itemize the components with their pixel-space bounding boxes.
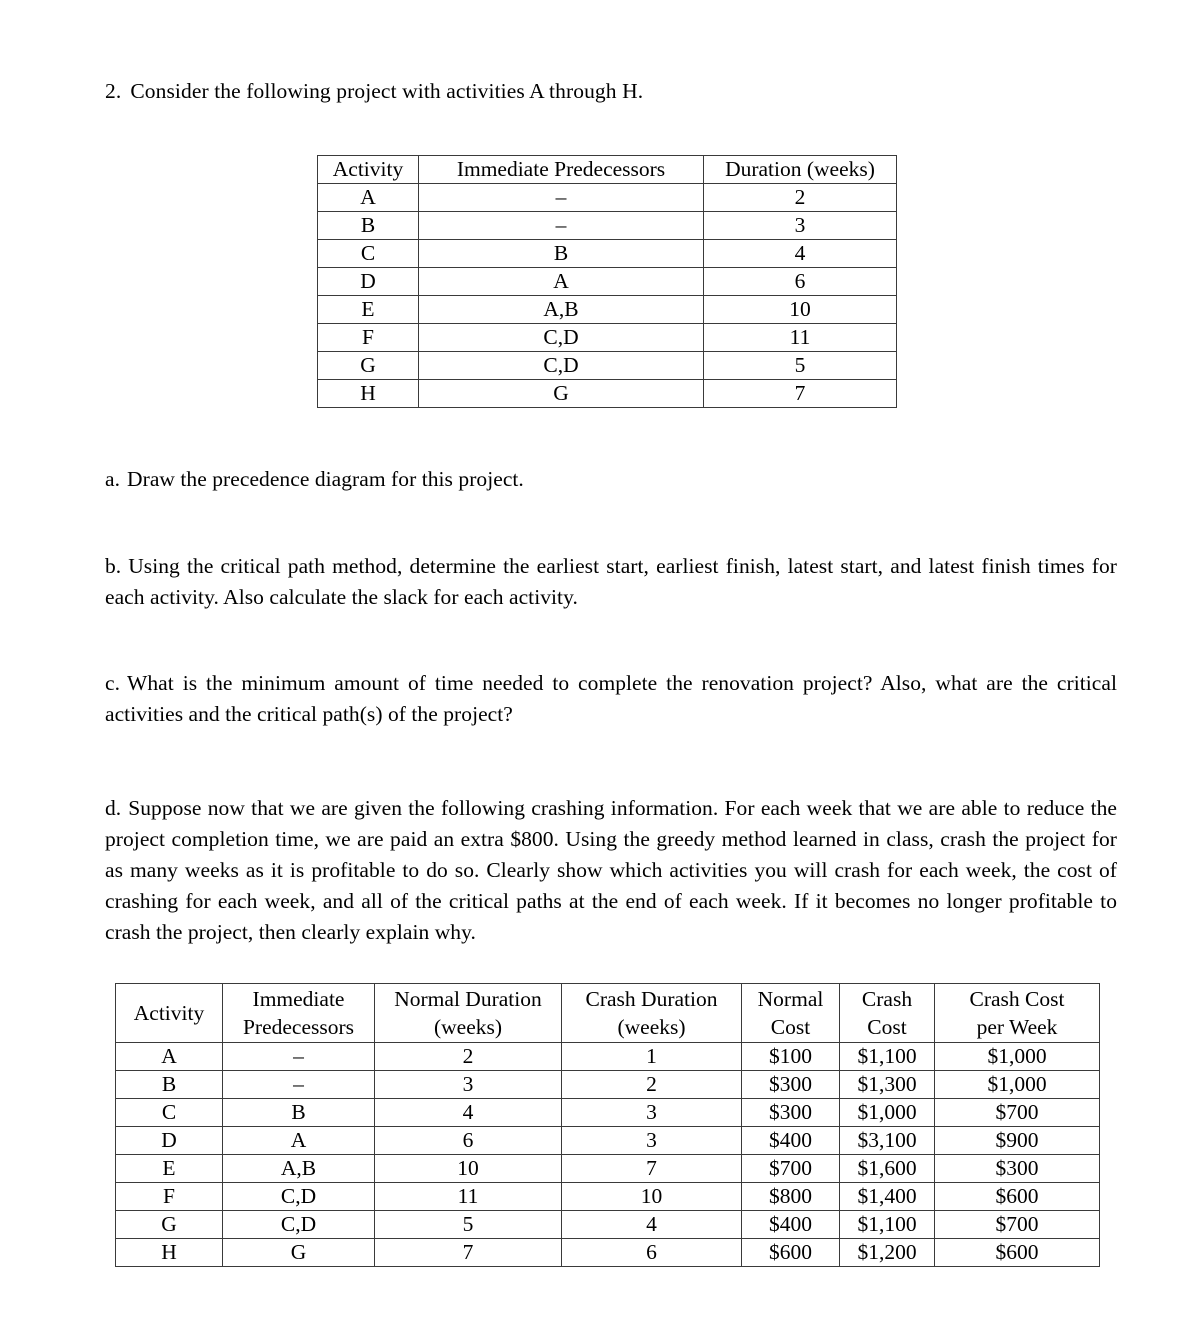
cell-crash-cost: $1,400 bbox=[840, 1183, 935, 1211]
cell-normal-duration: 10 bbox=[375, 1155, 562, 1183]
cell-normal-cost: $400 bbox=[742, 1127, 840, 1155]
cell-predecessors: C,D bbox=[223, 1211, 375, 1239]
cell-normal-cost: $800 bbox=[742, 1183, 840, 1211]
part-c-label: c. bbox=[105, 671, 121, 695]
part-a-text: Draw the precedence diagram for this project. bbox=[127, 467, 524, 491]
cell-activity: B bbox=[318, 212, 419, 240]
part-c-paragraph bbox=[105, 668, 1117, 730]
table-row bbox=[116, 1127, 1100, 1155]
cell-activity: C bbox=[116, 1099, 223, 1127]
problem-number: 2. bbox=[105, 79, 122, 103]
column-header-normal-duration bbox=[375, 984, 562, 1043]
cell-crash-cost-per-week: $700 bbox=[935, 1099, 1100, 1127]
part-c-text: What is the minimum amount of time needed to complete the renovation project? Also, what are the critical activities and the critical path(s) of the project? bbox=[105, 671, 1117, 726]
activity-duration-table bbox=[317, 155, 897, 408]
part-b-label: b. bbox=[105, 554, 122, 578]
column-header-normal-cost bbox=[742, 984, 840, 1043]
cell-duration: 11 bbox=[704, 324, 897, 352]
cell-crash-duration: 3 bbox=[562, 1099, 742, 1127]
cell-duration: 4 bbox=[704, 240, 897, 268]
column-header-immediate-predecessors bbox=[223, 984, 375, 1043]
column-header-crash-cost-per-week bbox=[935, 984, 1100, 1043]
cell-duration: 7 bbox=[704, 380, 897, 408]
cell-predecessors: A,B bbox=[419, 296, 704, 324]
part-d-text: Suppose now that we are given the following crashing information. For each week that we are able to reduce the project completion time, we are paid an extra $800. Using the greedy method learned in class, crash the project for as many weeks as it is profitable to do so. Clearly show which activities you will crash for each week, the cost of crashing for each week, and all of the critical paths at the end of each week. If it becomes no longer profitable to crash the project, then clearly explain why. bbox=[105, 796, 1117, 944]
table-row bbox=[318, 212, 897, 240]
table-row bbox=[318, 352, 897, 380]
cell-normal-duration: 11 bbox=[375, 1183, 562, 1211]
cell-activity: B bbox=[116, 1071, 223, 1099]
cell-predecessors: G bbox=[223, 1239, 375, 1267]
cell-duration: 2 bbox=[704, 184, 897, 212]
cell-activity: F bbox=[318, 324, 419, 352]
cell-predecessors: C,D bbox=[419, 352, 704, 380]
cell-crash-cost-per-week: $600 bbox=[935, 1239, 1100, 1267]
cell-crash-duration: 7 bbox=[562, 1155, 742, 1183]
table-two-body bbox=[116, 1043, 1100, 1267]
table-row bbox=[116, 1155, 1100, 1183]
cell-duration: 5 bbox=[704, 352, 897, 380]
cell-normal-cost: $100 bbox=[742, 1043, 840, 1071]
part-d-label: d. bbox=[105, 796, 122, 820]
column-header-crash-cost bbox=[840, 984, 935, 1043]
cell-crash-cost-per-week: $600 bbox=[935, 1183, 1100, 1211]
cell-activity: D bbox=[116, 1127, 223, 1155]
column-header-immediate-predecessors: Immediate Predecessors bbox=[419, 156, 704, 184]
table-row bbox=[116, 1183, 1100, 1211]
header-line-2: Cost bbox=[867, 1015, 907, 1039]
table-one-body bbox=[318, 184, 897, 408]
cell-predecessors: – bbox=[223, 1071, 375, 1099]
cell-activity: A bbox=[116, 1043, 223, 1071]
cell-activity: E bbox=[116, 1155, 223, 1183]
cell-predecessors: C,D bbox=[223, 1183, 375, 1211]
header-line-1: Normal Duration bbox=[394, 987, 542, 1011]
part-d-paragraph bbox=[105, 793, 1117, 948]
table-row bbox=[318, 296, 897, 324]
table-row bbox=[116, 1239, 1100, 1267]
cell-crash-cost-per-week: $700 bbox=[935, 1211, 1100, 1239]
column-header-activity: Activity bbox=[318, 156, 419, 184]
cell-crash-duration: 10 bbox=[562, 1183, 742, 1211]
cell-normal-duration: 2 bbox=[375, 1043, 562, 1071]
cell-crash-duration: 3 bbox=[562, 1127, 742, 1155]
part-b-text: Using the critical path method, determine the earliest start, earliest finish, latest start, and latest finish times for each activity. Also calculate the slack for each activity. bbox=[105, 554, 1117, 609]
cell-predecessors: – bbox=[419, 212, 704, 240]
cell-activity: C bbox=[318, 240, 419, 268]
cell-normal-cost: $300 bbox=[742, 1071, 840, 1099]
header-line-2: per Week bbox=[976, 1015, 1058, 1039]
table-row bbox=[116, 1043, 1100, 1071]
cell-crash-duration: 2 bbox=[562, 1071, 742, 1099]
table-row bbox=[116, 1211, 1100, 1239]
cell-predecessors: – bbox=[223, 1043, 375, 1071]
table-header-row bbox=[318, 156, 897, 184]
cell-crash-cost: $1,100 bbox=[840, 1211, 935, 1239]
cell-normal-cost: $300 bbox=[742, 1099, 840, 1127]
cell-activity: D bbox=[318, 268, 419, 296]
table-row bbox=[318, 184, 897, 212]
cell-normal-duration: 6 bbox=[375, 1127, 562, 1155]
header-line-2: (weeks) bbox=[433, 1015, 503, 1039]
cell-normal-cost: $600 bbox=[742, 1239, 840, 1267]
cell-crash-duration: 1 bbox=[562, 1043, 742, 1071]
column-header-crash-duration bbox=[562, 984, 742, 1043]
cell-activity: H bbox=[116, 1239, 223, 1267]
cell-normal-duration: 3 bbox=[375, 1071, 562, 1099]
cell-crash-cost: $1,300 bbox=[840, 1071, 935, 1099]
problem-statement: Consider the following project with activities A through H. bbox=[130, 79, 644, 103]
part-a-label: a. bbox=[105, 467, 121, 491]
cell-crash-duration: 6 bbox=[562, 1239, 742, 1267]
table-row bbox=[116, 1099, 1100, 1127]
cell-activity: F bbox=[116, 1183, 223, 1211]
header-line-1: Crash Duration bbox=[585, 987, 718, 1011]
part-a-paragraph bbox=[105, 464, 1117, 495]
cell-normal-duration: 4 bbox=[375, 1099, 562, 1127]
column-header-activity bbox=[116, 984, 223, 1043]
header-line-1: Normal bbox=[757, 987, 824, 1011]
header-line-2: Predecessors bbox=[242, 1015, 355, 1039]
cell-duration: 3 bbox=[704, 212, 897, 240]
table-two-head bbox=[116, 984, 1100, 1043]
cell-activity: G bbox=[318, 352, 419, 380]
cell-predecessors: A bbox=[223, 1127, 375, 1155]
cell-crash-cost: $1,200 bbox=[840, 1239, 935, 1267]
cell-crash-cost: $3,100 bbox=[840, 1127, 935, 1155]
cell-predecessors: A,B bbox=[223, 1155, 375, 1183]
cell-normal-cost: $700 bbox=[742, 1155, 840, 1183]
cell-predecessors: B bbox=[223, 1099, 375, 1127]
cell-crash-cost-per-week: $1,000 bbox=[935, 1043, 1100, 1071]
table-row bbox=[318, 240, 897, 268]
header-line-1: Crash Cost bbox=[969, 987, 1065, 1011]
column-header-duration-weeks: Duration (weeks) bbox=[704, 156, 897, 184]
cell-normal-duration: 7 bbox=[375, 1239, 562, 1267]
table-row bbox=[116, 1071, 1100, 1099]
cell-predecessors: G bbox=[419, 380, 704, 408]
header-line-1: Immediate bbox=[252, 987, 345, 1011]
table-header-row bbox=[116, 984, 1100, 1043]
cell-crash-cost-per-week: $300 bbox=[935, 1155, 1100, 1183]
cell-activity: A bbox=[318, 184, 419, 212]
cell-normal-duration: 5 bbox=[375, 1211, 562, 1239]
table-row bbox=[318, 324, 897, 352]
cell-normal-cost: $400 bbox=[742, 1211, 840, 1239]
header-line-1: Crash bbox=[861, 987, 913, 1011]
cell-crash-cost-per-week: $900 bbox=[935, 1127, 1100, 1155]
header-line-2: Cost bbox=[770, 1015, 811, 1039]
cell-duration: 6 bbox=[704, 268, 897, 296]
table-one-head bbox=[318, 156, 897, 184]
cell-predecessors: B bbox=[419, 240, 704, 268]
header-line-2: (weeks) bbox=[617, 1015, 686, 1039]
cell-duration: 10 bbox=[704, 296, 897, 324]
cell-predecessors: C,D bbox=[419, 324, 704, 352]
header-line-1: Activity bbox=[133, 1001, 205, 1025]
cell-activity: E bbox=[318, 296, 419, 324]
part-b-paragraph bbox=[105, 551, 1117, 613]
table-row bbox=[318, 380, 897, 408]
cell-crash-duration: 4 bbox=[562, 1211, 742, 1239]
cell-crash-cost-per-week: $1,000 bbox=[935, 1071, 1100, 1099]
table-row bbox=[318, 268, 897, 296]
cell-activity: G bbox=[116, 1211, 223, 1239]
cell-predecessors: – bbox=[419, 184, 704, 212]
cell-predecessors: A bbox=[419, 268, 704, 296]
cell-crash-cost: $1,600 bbox=[840, 1155, 935, 1183]
cell-crash-cost: $1,100 bbox=[840, 1043, 935, 1071]
cell-activity: H bbox=[318, 380, 419, 408]
crashing-information-table bbox=[115, 983, 1100, 1267]
cell-crash-cost: $1,000 bbox=[840, 1099, 935, 1127]
problem-heading bbox=[105, 76, 1115, 106]
